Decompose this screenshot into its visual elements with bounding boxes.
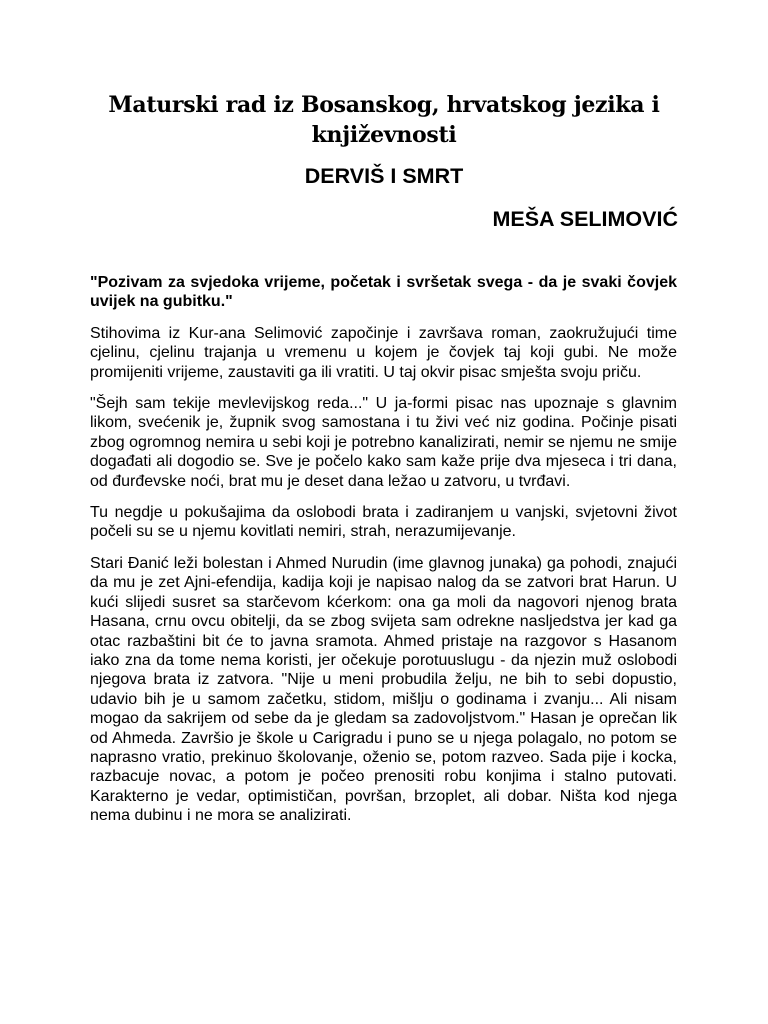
work-title: DERVIŠ I SMRT — [304, 164, 464, 188]
author-name: MEŠA SELIMOVIĆ — [492, 207, 678, 231]
paragraph: Stari Đanić leži bolestan i Ahmed Nurudin (ime glavnog junaka) ga pohodi, znajući da mu je zet Ajni-efendija, kadija koji je napisao nalog da se zatvori brat Harun. U kući slijedi susret sa starčevom kćerkom: ona ga moli da nagovori njenog brata Hasana, crnu ovcu obitelji, da se zbog svijeta sam odrekne nasljedstva jer kad ga otac razbaštini bit će to javna sramota. Ahmed pristaje na razgovor s Hasanom iako zna da tome nema koristi, jer očekuje porotuuslugu - da njezin muž oslobodi njegova brata iz zatvora. "Nije u meni probudila želju, ne bih to sebi dopustio, udavio bih je u samom začetku, stidom, mišlju o godinama i zvanju... Ali nisam mogao da sakrijem od sebe da je gledam sa zadovoljstvom." Hasan je oprečan lik od Ahmeda. Završio je škole u Carigradu i puno se u njega polagalo, no potom se naprasno vratio, prekinuo školovanje, oženio se, potom razveo. Sada pije i kocka, razbacuje novac, a potom je počeo prenositi robu konjima i stalno putovati. Karakterno je vedar, optimističan, površan, brzoplet, ali dobar. Ništa kod njega nema dubinu i ne mora se analizirati. — [90, 554, 677, 825]
paragraph: "Šejh sam tekije mevlevijskog reda..." U ja-formi pisac nas upoznaje s glavnim likom, svećenik je, župnik svog samostana i tu živi već niz godina. Počinje pisati zbog ogromnog nemira u sebi koji je potrebno kanalizirati, nemir se njemu ne smije događati ali dogodio se. Sve je počelo kako sam kaže prije dva mjeseca i tri dana, od đurđevske noći, brat mu je deset dana ležao u zatvoru, u tvrđavi. — [90, 395, 677, 490]
epigraph-quote: "Pozivam za svjedoka vrijeme, početak i svršetak svega - da je svaki čovjek uvijek na gubitku." — [90, 274, 677, 311]
paragraph: Tu negdje u pokušajima da oslobodi brata i zadiranjem u vanjski, svjetovni život počeli su se u njemu kovitlati nemiri, strah, nerazumijevanje. — [90, 504, 677, 541]
paragraph: Stihovima iz Kur-ana Selimović započinje i završava roman, zaokružujući time cjelinu, cjelinu trajanja u vremenu u kojem je čovjek taj koji gubi. Ne može promijeniti vrijeme, zaustaviti ga ili vratiti. U taj okvir pisac smješta svoju priču. — [90, 324, 677, 381]
document-body — [90, 273, 677, 838]
document-title: Maturski rad iz Bosanskog, hrvatskog jezika i književnosti — [108, 92, 660, 148]
